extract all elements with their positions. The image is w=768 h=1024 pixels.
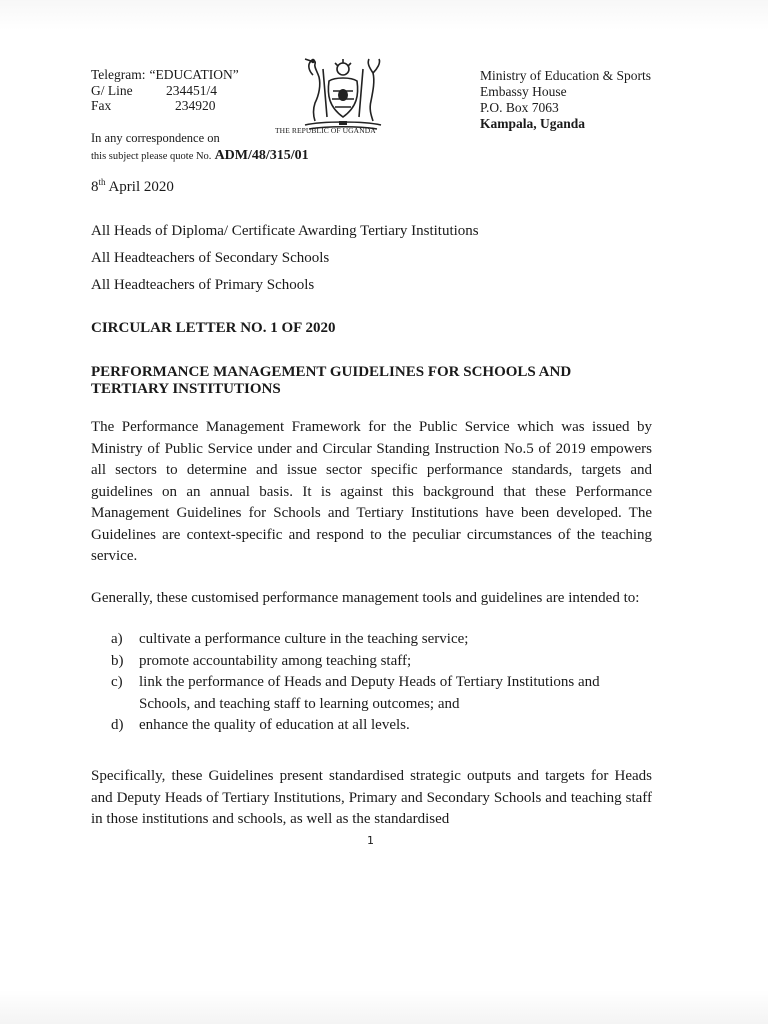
list-item <box>91 629 652 651</box>
list-marker: a) <box>111 631 123 647</box>
crest-caption: THE REPUBLIC OF UGANDA <box>275 126 376 135</box>
fax-row <box>91 98 239 114</box>
telegram-label: Telegram: <box>91 67 146 82</box>
fax-label: Fax <box>91 98 112 113</box>
body-paragraph-1: The Performance Management Framework for the Public Service which was issued by Ministry of Public Service under and Circular Standing Instruction No.5 of 2019 empowers all sectors to determine and issue sector specific performance standards, targets and guidelines on an annual basis. It is against this background that these Performance Management Guidelines for Schools and Tertiary Institutions have been developed. The Guidelines are context-specific and respond to the peculiar circumstances of the teaching service. <box>91 419 652 564</box>
subject-heading: PERFORMANCE MANAGEMENT GUIDELINES FOR SCHOOLS AND TERTIARY INSTITUTIONS <box>91 364 572 397</box>
circular-title: CIRCULAR LETTER NO. 1 OF 2020 <box>91 320 336 336</box>
date-day: 8 <box>91 179 99 195</box>
recipients <box>91 218 479 299</box>
ministry-address <box>480 68 651 132</box>
letter-date <box>91 177 174 196</box>
correspondence-line2: this subject please quote No. <box>91 151 212 162</box>
address-line-city: Kampala, Uganda <box>480 116 586 131</box>
objectives-list <box>91 629 652 737</box>
telegram-value: “EDUCATION” <box>149 67 239 82</box>
list-text: enhance the quality of education at all levels. <box>139 717 410 733</box>
recipient-line: All Heads of Diploma/ Certificate Awarding Tertiary Institutions <box>91 223 479 239</box>
list-marker: d) <box>111 717 124 733</box>
list-text: link the performance of Heads and Deputy Heads of Tertiary Institutions and Schools, and teaching staff to learning outcomes; and <box>139 674 600 712</box>
body-paragraph-3: Specifically, these Guidelines present standardised strategic outputs and targets for Heads and Deputy Heads of Tertiary Institutions, Primary and Secondary Schools and teaching staff in those institutions and schools, as well as the standardised <box>91 768 652 827</box>
gline-row <box>91 83 239 99</box>
list-marker: b) <box>111 652 124 669</box>
fax-value: 234920 <box>175 98 216 113</box>
list-text: cultivate a performance culture in the teaching service; <box>139 631 469 647</box>
page-number: 1 <box>367 834 374 847</box>
correspondence-note <box>91 130 309 165</box>
recipient-line: All Headteachers of Secondary Schools <box>91 250 330 266</box>
address-line-pobox: P.O. Box 7063 <box>480 100 559 115</box>
telegram-row <box>91 67 239 83</box>
reference-number: ADM/48/315/01 <box>214 148 309 163</box>
body-paragraph-2: Generally, these customised performance management tools and guidelines are intended to: <box>91 590 640 606</box>
gline-label: G/ Line <box>91 82 133 98</box>
list-item <box>91 672 652 715</box>
recipient-line: All Headteachers of Primary Schools <box>91 277 315 293</box>
date-suffix: th <box>98 177 106 187</box>
date-month-year: April 2020 <box>108 179 174 195</box>
list-item <box>91 651 652 673</box>
list-marker: c) <box>111 674 123 690</box>
ministry-name: Ministry of Education & Sports <box>480 68 651 83</box>
correspondence-line1: In any correspondence on <box>91 131 220 145</box>
contact-block <box>91 67 239 114</box>
address-line-building: Embassy House <box>480 84 567 99</box>
list-item <box>91 715 652 737</box>
list-text: promote accountability among teaching staff; <box>139 652 412 669</box>
gline-value: 234451/4 <box>166 82 218 98</box>
